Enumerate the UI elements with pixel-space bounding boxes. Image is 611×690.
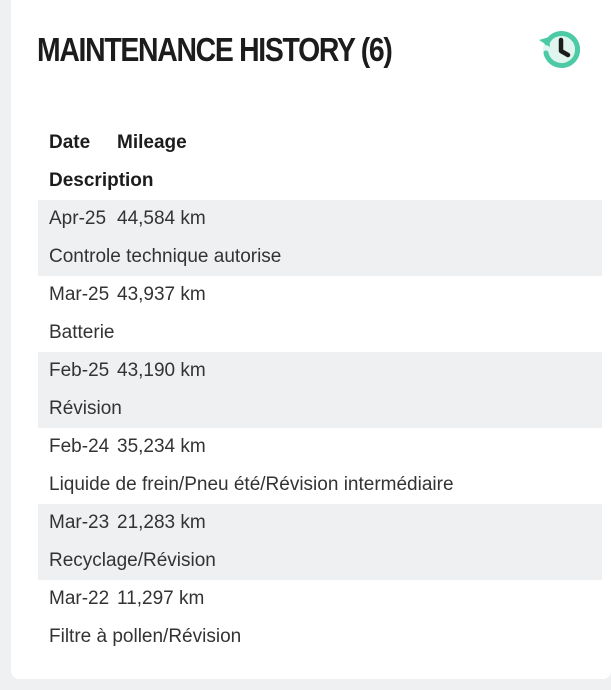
card-header [37,26,585,76]
table-header [38,124,602,200]
maintenance-table [49,124,602,656]
column-header-date: Date [49,132,91,153]
table-row [38,352,602,428]
row-description: Révision [49,398,122,419]
table-row [38,428,602,504]
table-row [38,580,602,656]
row-description: Batterie [49,322,115,343]
row-date: Mar-22 [49,588,110,609]
row-description: Recyclage/Révision [49,550,216,571]
row-description: Filtre à pollen/Révision [49,626,242,647]
column-header-description: Description [49,170,154,191]
table-row [38,200,602,276]
row-mileage: 44,584 km [117,208,206,229]
row-mileage: 43,937 km [117,284,206,305]
table-row [38,504,602,580]
column-header-mileage: Mileage [117,132,187,153]
row-mileage: 35,234 km [117,436,206,457]
maintenance-history-card [11,0,611,679]
row-mileage: 43,190 km [117,360,206,381]
row-date: Feb-24 [49,436,110,457]
row-mileage: 11,297 km [117,588,205,609]
table-row [38,276,602,352]
row-date: Mar-23 [49,512,110,533]
page-title: MAINTENANCE HISTORY (6) [37,31,392,68]
row-date: Apr-25 [49,208,107,229]
row-description: Liquide de frein/Pneu été/Révision intermédiaire [49,474,454,495]
row-mileage: 21,283 km [117,512,206,533]
row-date: Feb-25 [49,360,110,381]
history-clock-icon[interactable] [537,26,585,74]
row-date: Mar-25 [49,284,110,305]
row-description: Controle technique autorise [49,246,282,267]
